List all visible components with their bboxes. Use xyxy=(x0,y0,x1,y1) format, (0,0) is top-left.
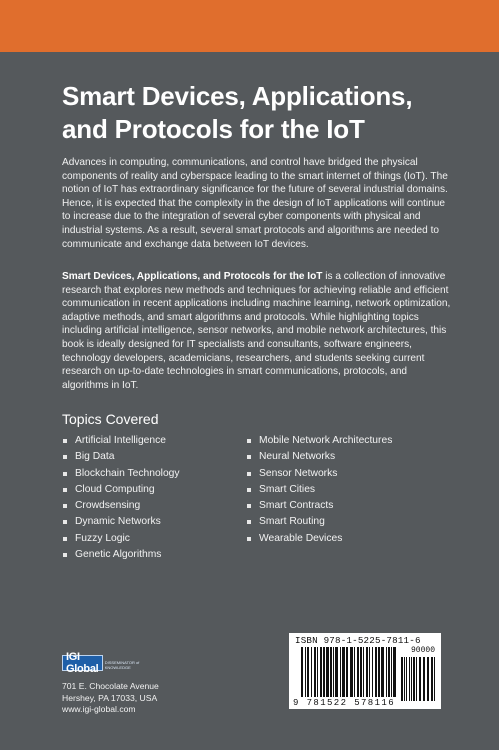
barcode-addon-bar xyxy=(423,657,425,701)
barcode-bar xyxy=(388,647,390,697)
topic-item: Fuzzy Logic xyxy=(62,531,180,547)
publisher-logo xyxy=(62,651,146,675)
topics-heading: Topics Covered xyxy=(62,411,159,427)
topic-item: Big Data xyxy=(62,449,180,465)
barcode-addon-bar xyxy=(411,657,412,701)
topic-item: Wearable Devices xyxy=(246,531,392,547)
barcode-addon-bar xyxy=(416,657,417,701)
barcode-addon-text: 90000 xyxy=(410,646,435,655)
barcode-bar xyxy=(369,647,370,697)
barcode-bar xyxy=(346,647,348,697)
description-paragraph-1: Advances in computing, communications, and control have bridged the physical components of reality and cyberspace leading to the smart internet of things (IoT). The notion of IoT has extraordinary significance for the future of several industrial domains. Hence, it is expected that the complexity in the design of IoT applications will continue to increase due to the integration of several cyber components with physical and industrial systems. As a result, several smart protocols and algorithms are needed to communicate and exchange data between IoT devices. xyxy=(62,157,448,250)
publisher-address xyxy=(62,681,159,716)
barcode-bar xyxy=(372,647,373,697)
topic-item: Smart Routing xyxy=(246,514,392,530)
barcode-addon-bar xyxy=(419,657,421,701)
barcode-bar xyxy=(320,647,322,697)
barcode-addon-bar xyxy=(409,657,410,701)
topics-list-left xyxy=(62,433,180,563)
publisher-logo-text: IGI Global xyxy=(62,655,103,671)
barcode-bar xyxy=(366,647,368,697)
barcode-bar xyxy=(335,647,338,697)
barcode-bar xyxy=(314,647,316,697)
topic-item: Genetic Algorithms xyxy=(62,547,180,563)
topic-item: Smart Contracts xyxy=(246,498,392,514)
topic-item: Mobile Network Architectures xyxy=(246,433,392,449)
barcode-addon-bar xyxy=(404,657,405,701)
topic-item: Blockchain Technology xyxy=(62,466,180,482)
barcode-bar xyxy=(307,647,309,697)
barcode-bar xyxy=(363,647,364,697)
barcode-bar xyxy=(393,647,396,697)
address-street: 701 E. Chocolate Avenue xyxy=(62,681,159,691)
book-title-inline: Smart Devices, Applications, and Protocols for the IoT xyxy=(62,271,323,282)
isbn-text: ISBN 978-1-5225-7811-6 xyxy=(295,635,421,646)
barcode-bar xyxy=(311,647,312,697)
barcode-bar xyxy=(350,647,353,697)
publisher-logo-tagline: DISSEMINATOR of KNOWLEDGE xyxy=(104,660,140,670)
barcode-bar xyxy=(360,647,362,697)
publisher-website-link[interactable]: www.igi-global.com xyxy=(62,704,136,715)
paragraph-2-text: is a collection of innovative research that explores new methods and techniques for achieving reliable and efficient communication in recent applications including machine learning, network optimization, adaptive methods, and smart algorithms and protocols. While highlighting topics including artificial intelligence, sensor networks, and mobile network architectures, this book is ideally designed for IT specialists and consultants, software engineers, technology developers, academicians, researchers, and students seeking current research on up-to-date technologies in smart communications, protocols, and algorithms in IoT. xyxy=(62,271,451,391)
barcode-addon-bar xyxy=(431,657,433,701)
barcode-bar xyxy=(305,647,306,697)
ean-number: 9 781522 578116 xyxy=(293,698,396,708)
barcode-addon-bar xyxy=(401,657,403,701)
topic-item: Dynamic Networks xyxy=(62,514,180,530)
barcode-bar xyxy=(330,647,332,697)
topic-item: Cloud Computing xyxy=(62,482,180,498)
title-line-2: and Protocols for the IoT xyxy=(62,114,365,144)
barcode-bar xyxy=(375,647,377,697)
topic-item: Artificial Intelligence xyxy=(62,433,180,449)
barcode-bar xyxy=(378,647,380,697)
barcode-bar xyxy=(301,647,303,697)
barcode-bar xyxy=(340,647,341,697)
topic-item: Crowdsensing xyxy=(62,498,180,514)
barcode-bar xyxy=(357,647,359,697)
barcode-bar xyxy=(386,647,387,697)
barcode-bar xyxy=(391,647,392,697)
topic-item: Sensor Networks xyxy=(246,466,392,482)
description-paragraph-2 xyxy=(62,270,452,392)
barcode-addon-bar xyxy=(406,657,407,701)
barcode-addon-bar xyxy=(434,657,435,701)
book-title xyxy=(62,80,462,146)
topic-item: Neural Networks xyxy=(246,449,392,465)
barcode-bar xyxy=(354,647,355,697)
barcode-bar xyxy=(381,647,384,697)
barcode-bar xyxy=(342,647,345,697)
barcode-addon-bar xyxy=(413,657,415,701)
barcode-bar xyxy=(317,647,318,697)
isbn-barcode xyxy=(289,633,441,709)
barcode-addon-bar xyxy=(427,657,429,701)
topic-item: Smart Cities xyxy=(246,482,392,498)
barcode-bar xyxy=(323,647,325,697)
topics-list-right xyxy=(246,433,392,547)
address-city: Hershey, PA 17033, USA xyxy=(62,692,158,703)
title-line-1: Smart Devices, Applications, xyxy=(62,81,413,111)
top-color-band xyxy=(0,0,499,52)
barcode-bar xyxy=(333,647,334,697)
barcode-bar xyxy=(326,647,329,697)
